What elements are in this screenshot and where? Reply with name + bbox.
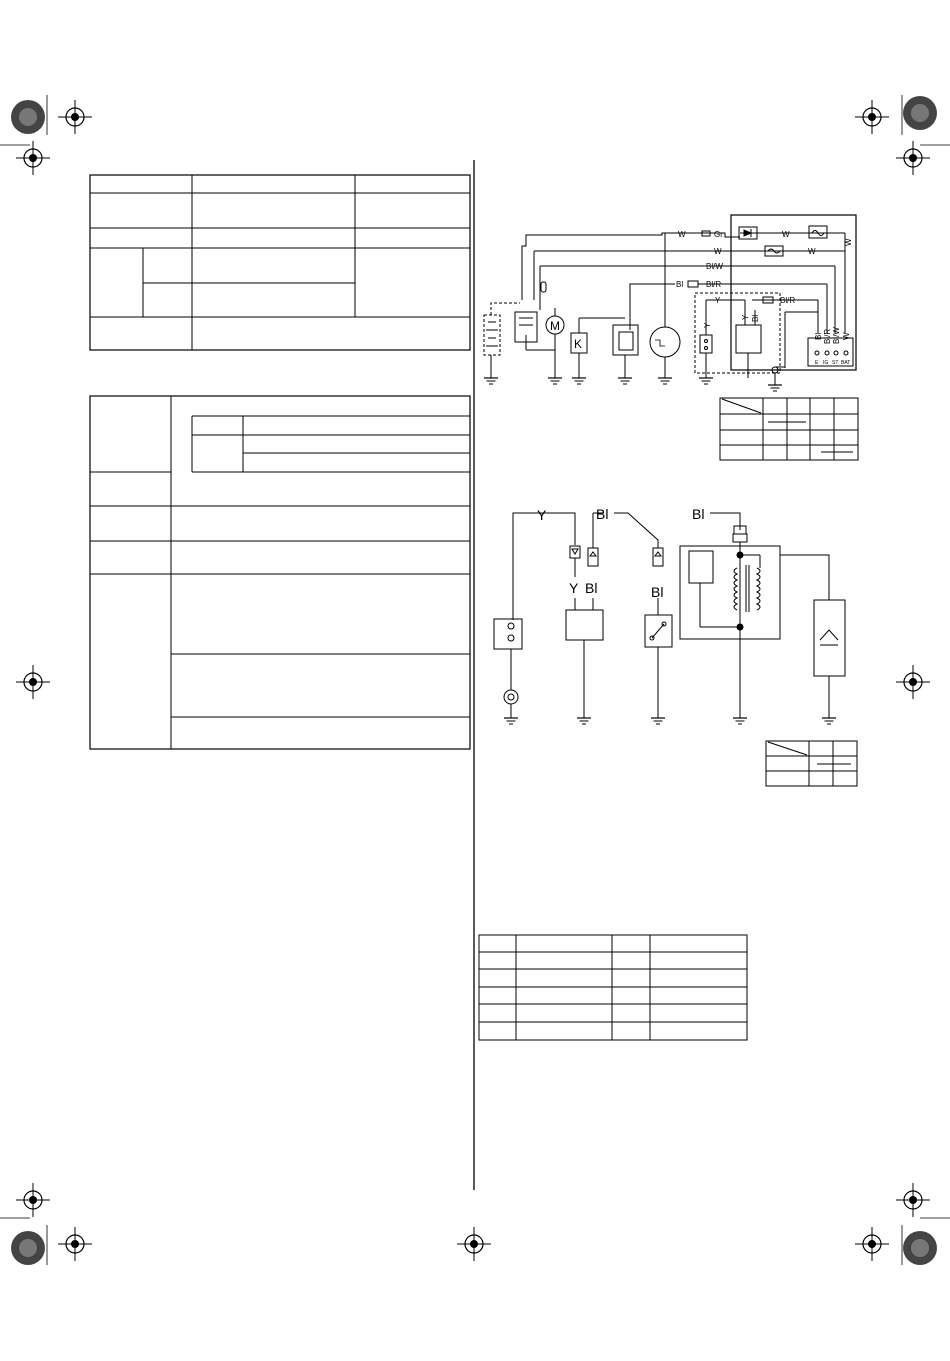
- wire-label-y: Y: [715, 296, 721, 305]
- wire-color-table: [479, 935, 747, 1040]
- ignition-coil-icon: [680, 546, 780, 639]
- wire-label-w: W: [782, 230, 790, 239]
- wire-label-y: Y: [569, 580, 579, 596]
- wire-label-w: W: [842, 332, 851, 340]
- registration-mark: [58, 100, 92, 134]
- starting-system-wiring-diagram: [484, 215, 856, 391]
- spec-table-2: [90, 396, 470, 749]
- svg-text:K: K: [574, 337, 583, 351]
- engine-switch-module-icon: [736, 325, 761, 353]
- wire-label-bl: Bl: [651, 584, 664, 600]
- registration-mark: [855, 1227, 889, 1261]
- wire-label-w: W: [844, 238, 853, 246]
- wire-label-gr: Gr: [714, 230, 723, 239]
- wire-label-bl: Bl: [585, 580, 598, 596]
- wire-label-bl-w: Bl/W: [706, 262, 723, 271]
- wire-label-bl: Bl: [596, 506, 609, 522]
- wire-label-w: W: [678, 230, 686, 239]
- registration-mark: [896, 1183, 930, 1217]
- sensor-icon: [504, 690, 518, 704]
- wire-label-y: Y: [537, 507, 547, 523]
- wire-label-y: Y: [703, 322, 712, 328]
- wire-label-bl: Bl: [751, 314, 760, 322]
- terminal-label-e: E: [815, 360, 819, 366]
- circuit-labels: [537, 506, 704, 600]
- spark-plug-icon: [814, 600, 845, 676]
- terminal-label-ig: IG: [823, 360, 829, 366]
- wire-label-bl-r: Bl/R: [706, 280, 722, 289]
- ignition-switch-box: [731, 215, 856, 370]
- registration-mark: [896, 665, 930, 699]
- wire-label-w: W: [714, 247, 722, 256]
- registration-mark: [855, 100, 889, 134]
- registration-mark: [16, 141, 50, 175]
- registration-mark: [58, 1227, 92, 1261]
- wire-label-y: Y: [741, 314, 750, 320]
- alternator-icon: [650, 327, 680, 357]
- oil-level-switch-icon: [494, 619, 522, 649]
- wire-label-bl: Bl: [676, 280, 684, 289]
- registration-mark: [457, 1227, 491, 1261]
- wire-label-bl: Bl: [814, 332, 823, 340]
- terminal-label-st: ST: [832, 360, 839, 366]
- charging-circuit-diagram: [494, 513, 845, 724]
- control-module-icon: [566, 610, 603, 640]
- terminal-label-bat: BAT: [841, 360, 851, 366]
- fuse-icon: [809, 226, 827, 238]
- wire-label-bl-r: Bl/R: [823, 328, 832, 344]
- svg-text:M: M: [550, 319, 560, 333]
- continuity-table-2: [766, 741, 857, 786]
- spec-table-1: [90, 175, 470, 350]
- wire-label-bl-r: Bl/R: [780, 296, 796, 305]
- wire-label-bl-w: Bl/W: [832, 327, 841, 344]
- wire-label-w: W: [808, 247, 816, 256]
- oil-level-switch-icon: [700, 335, 712, 353]
- continuity-table-1: [720, 398, 858, 460]
- battery-icon: [484, 315, 500, 355]
- registration-mark: [16, 1183, 50, 1217]
- registration-mark: [896, 141, 930, 175]
- wire-label-bl: Bl: [692, 506, 705, 522]
- registration-mark: [16, 665, 50, 699]
